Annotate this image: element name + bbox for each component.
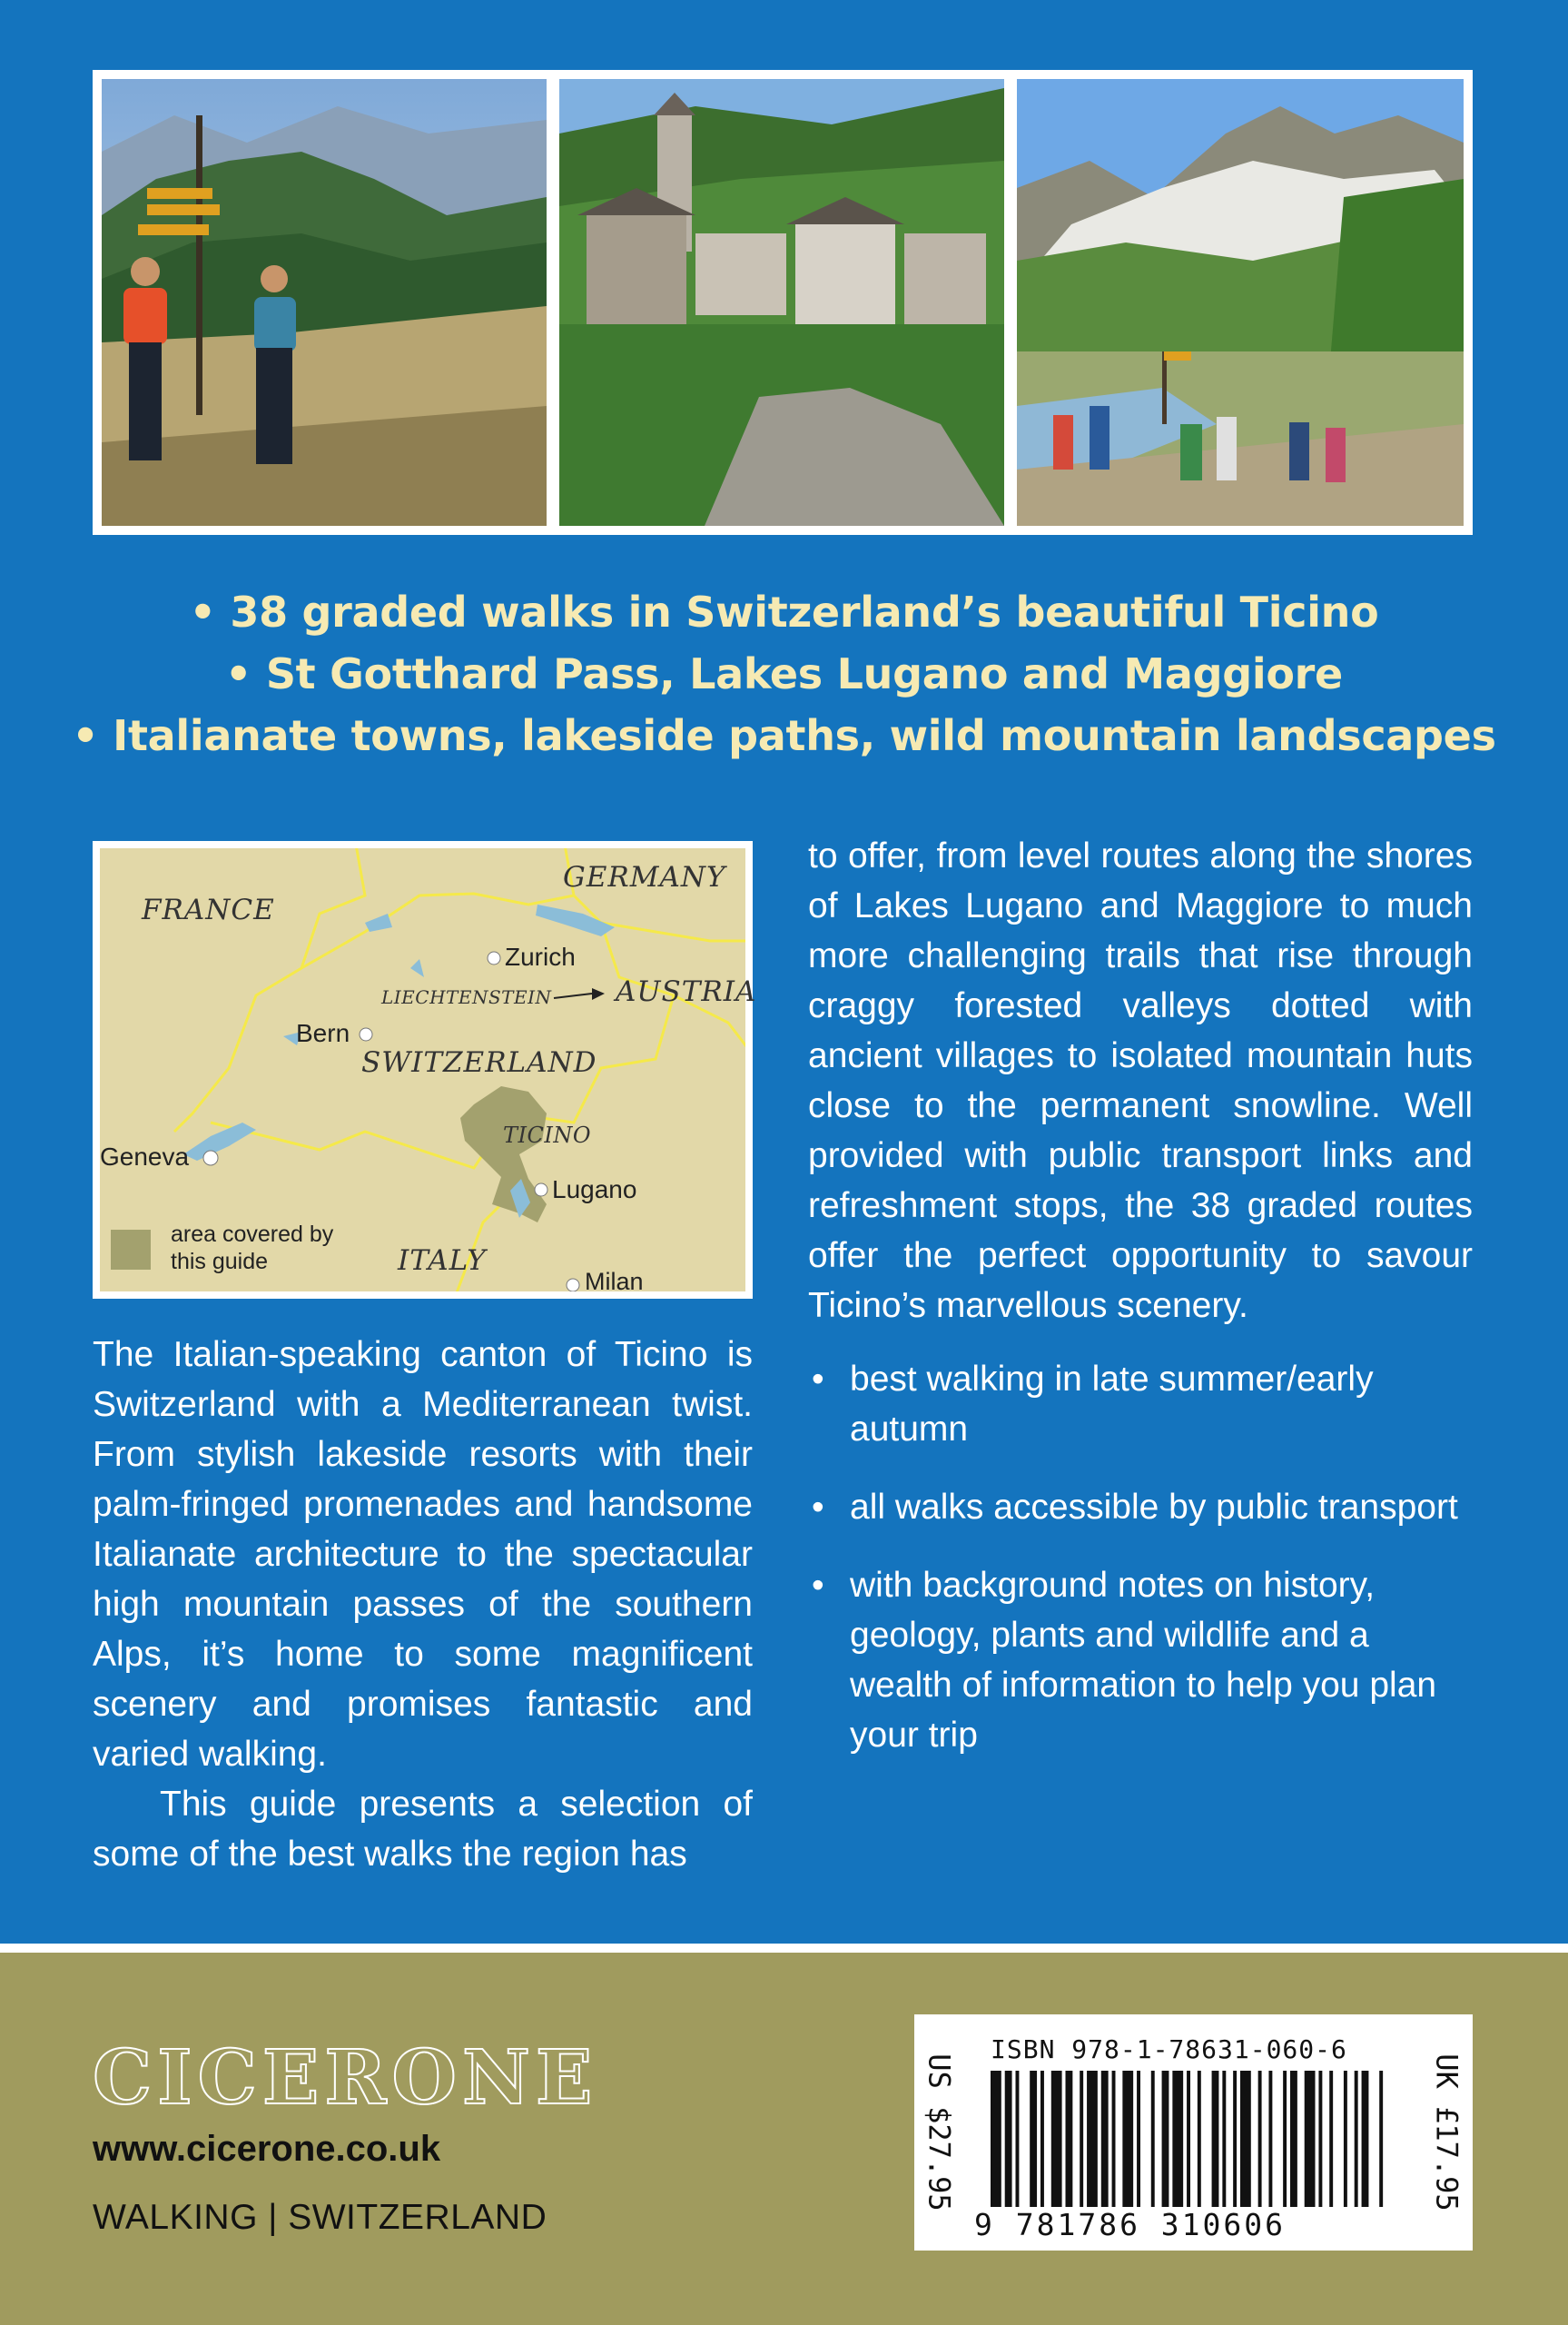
barcode-bar (1268, 2071, 1272, 2207)
barcode-bar (1355, 2071, 1358, 2207)
barcode-bar (1362, 2071, 1369, 2207)
barcode-bar (1233, 2071, 1237, 2207)
description-column-right (808, 831, 1473, 1788)
barcode-bar (1212, 2071, 1219, 2207)
barcode-block (914, 2014, 1473, 2251)
barcode-bar (1162, 2071, 1169, 2207)
map-city-bern: Bern (296, 1019, 350, 1047)
location-map (93, 841, 757, 1299)
barcode-bar (1122, 2071, 1133, 2207)
barcode-bar (1305, 2071, 1316, 2207)
barcode-bars (991, 2071, 1390, 2207)
map-city-zurich: Zurich (505, 943, 576, 971)
barcode-bar (1051, 2071, 1062, 2207)
barcode-bar (1087, 2071, 1098, 2207)
isbn-number: ISBN 978-1-78631-060-6 (991, 2034, 1347, 2064)
barcode-bar (1005, 2071, 1012, 2207)
barcode-bar (1240, 2071, 1251, 2207)
feature-item: • with background notes on history, geology, plants and wildlife and a wealth of information to help you plan your trip (808, 1560, 1473, 1760)
barcode-bar (1172, 2071, 1183, 2207)
photo-strip (93, 70, 1473, 535)
photo-stone-village (559, 79, 1004, 526)
map-city-milan: Milan (585, 1268, 644, 1295)
publisher-url[interactable]: www.cicerone.co.uk (93, 2129, 441, 2169)
barcode-bar (1318, 2071, 1322, 2207)
barcode-bar (1112, 2071, 1116, 2207)
barcode-bar (1137, 2071, 1140, 2207)
barcode-digits: 9 781786 310606 (974, 2207, 1287, 2242)
map-label-germany: GERMANY (563, 861, 726, 894)
barcode-bar (1198, 2071, 1201, 2207)
barcode-bar (1101, 2071, 1109, 2207)
price-us (914, 2014, 965, 2251)
barcode-bar (991, 2071, 1001, 2207)
map-label-ticino: TICINO (503, 1123, 592, 1148)
book-category: WALKING | SWITZERLAND (93, 2198, 547, 2237)
map-city-geneva: Geneva (100, 1143, 190, 1171)
map-label-liechtenstein: LIECHTENSTEIN (381, 986, 552, 1008)
highlight-line: • 38 graded walks in Switzerland’s beautiful Ticino (189, 588, 1379, 637)
feature-item: • best walking in late summer/early autumn (808, 1354, 1473, 1454)
description-paragraph: to offer, from level routes along the shores of Lakes Lugano and Maggiore to much more challenging trails that rise through craggy forested valleys dotted with ancient villages to isolated mountain huts close to the permanent snowline. Well provided with public transport links and refreshment stops, the 38 graded routes offer the perfect opportunity to savour Ticino’s marvellous scenery. (808, 836, 1473, 1325)
barcode-bar (1066, 2071, 1073, 2207)
description-column-left (93, 1330, 753, 1879)
feature-list (808, 1354, 1473, 1760)
barcode-bar (1040, 2071, 1044, 2207)
map-label-switzerland: SWITZERLAND (361, 1046, 597, 1079)
highlight-line: • St Gotthard Pass, Lakes Lugano and Maggiore (225, 649, 1343, 698)
price-uk-text: UK £17.95 (1430, 2053, 1465, 2211)
footer-divider (0, 1944, 1568, 1953)
barcode-bar (1290, 2071, 1297, 2207)
price-us-text: US $27.95 (922, 2053, 958, 2211)
map-legend: area covered by this guide (171, 1222, 334, 1274)
map-label-france: FRANCE (142, 894, 275, 926)
barcode-bar (1016, 2071, 1020, 2207)
map-label-austria: AUSTRIA (616, 975, 757, 1008)
barcode-bar (1222, 2071, 1226, 2207)
highlights (0, 581, 1568, 767)
barcode-bar (1379, 2071, 1383, 2207)
description-paragraph: This guide presents a selection of some of the best walks the region has (93, 1785, 753, 1874)
barcode-bar (1080, 2071, 1083, 2207)
publisher-logo: CICERONE (93, 2034, 598, 2122)
barcode-bar (1329, 2071, 1333, 2207)
feature-item: • all walks accessible by public transport (808, 1482, 1473, 1532)
barcode-bar (1283, 2071, 1287, 2207)
barcode-bar (1187, 2071, 1190, 2207)
barcode-bar (1151, 2071, 1155, 2207)
barcode-bar (1344, 2071, 1347, 2207)
barcode-bar (1030, 2071, 1037, 2207)
map-legend-swatch (111, 1230, 151, 1270)
map-label-italy: ITALY (398, 1244, 487, 1277)
description-paragraph: The Italian-speaking canton of Ticino is Switzerland with a Mediterranean twist. From stylish lakeside resorts with their palm-fringed promenades and handsome Italianate architecture to the spectacular high mountain passes of the southern Alps, it’s home to some magnificent scenery and promises fantastic and varied walking. (93, 1335, 753, 1774)
map-city-lugano: Lugano (552, 1175, 637, 1203)
photo-alpine-valley (1017, 79, 1464, 526)
price-uk (1422, 2014, 1473, 2251)
barcode-bar (1258, 2071, 1262, 2207)
highlight-line: • Italianate towns, lakeside paths, wild mountain landscapes (72, 711, 1496, 760)
photo-hikers-signpost (102, 79, 547, 526)
